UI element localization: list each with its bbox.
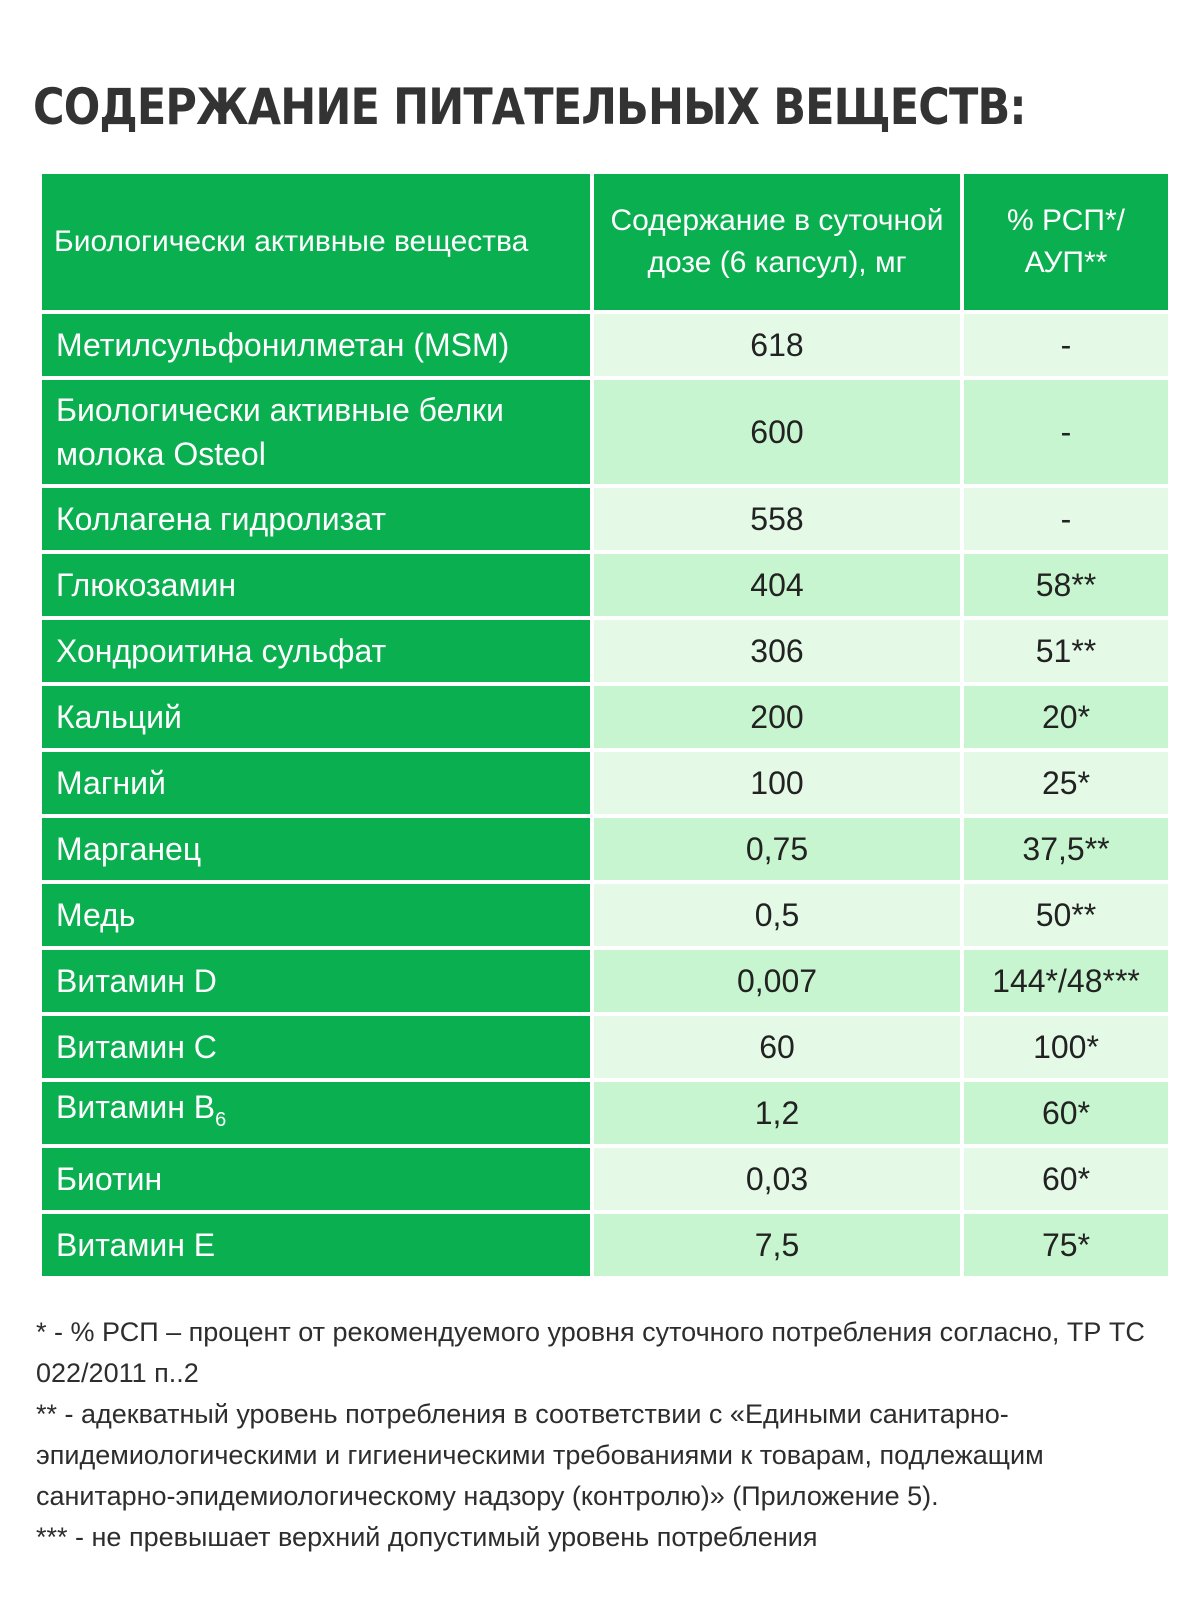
header-substance: Биологически активные вещества [40, 172, 592, 312]
row-value: 404 [592, 552, 962, 618]
row-percent: 51** [962, 618, 1170, 684]
table-row [40, 378, 1170, 486]
row-name: Марганец [40, 816, 592, 882]
footnote-aup: ** - адекватный уровень потребления в соответствии с «Едиными санитарно-эпидемиологическими и гигиеническими требованиями к товарам, подлежащим санитарно-эпидемиологическому надзору (контролю)» (Приложение 5). [36, 1399, 1044, 1511]
row-value: 306 [592, 618, 962, 684]
table-header-row [40, 172, 1170, 312]
table-row [40, 948, 1170, 1014]
table-row [40, 486, 1170, 552]
header-percent: % РСП*/ АУП** [962, 172, 1170, 312]
table-row [40, 816, 1170, 882]
table-row [40, 882, 1170, 948]
table-row [40, 1080, 1170, 1146]
row-name: Биотин [40, 1146, 592, 1212]
row-name: Метилсульфонилметан (MSM) [40, 312, 592, 378]
row-percent: - [962, 486, 1170, 552]
row-percent: - [962, 378, 1170, 486]
footnote-upper-limit: *** - не превышает верхний допустимый уровень потребления [36, 1522, 818, 1552]
table-row [40, 1212, 1170, 1278]
row-value: 600 [592, 378, 962, 486]
table-row [40, 312, 1170, 378]
row-name: Витамин E [40, 1212, 592, 1278]
row-name: Глюкозамин [40, 552, 592, 618]
table-row [40, 618, 1170, 684]
table-row [40, 750, 1170, 816]
row-value: 200 [592, 684, 962, 750]
row-name: Коллагена гидролизат [40, 486, 592, 552]
row-name: Магний [40, 750, 592, 816]
row-name: Витамин D [40, 948, 592, 1014]
row-name: Кальций [40, 684, 592, 750]
table-row [40, 1014, 1170, 1080]
row-value: 1,2 [592, 1080, 962, 1146]
row-name [40, 1080, 592, 1146]
row-value: 0,75 [592, 816, 962, 882]
row-name: Витамин C [40, 1014, 592, 1080]
row-name: Хондроитина сульфат [40, 618, 592, 684]
row-value: 60 [592, 1014, 962, 1080]
footnote-rsp: * - % РСП – процент от рекомендуемого уровня суточного потребления согласно, ТР ТС 022/2011 п..2 [36, 1317, 1145, 1388]
table-row [40, 1146, 1170, 1212]
row-percent: 75* [962, 1212, 1170, 1278]
footnotes [36, 1312, 1166, 1558]
header-content: Содержание в суточной дозе (6 капсул), мг [592, 172, 962, 312]
row-name: Биологически активные белки молока Osteol [40, 378, 592, 486]
row-value: 558 [592, 486, 962, 552]
row-percent: 50** [962, 882, 1170, 948]
row-percent: 37,5** [962, 816, 1170, 882]
row-value: 618 [592, 312, 962, 378]
row-value: 0,03 [592, 1146, 962, 1212]
table-row [40, 684, 1170, 750]
row-value: 0,007 [592, 948, 962, 1014]
row-name-subscript: 6 [215, 1108, 227, 1131]
row-percent: 58** [962, 552, 1170, 618]
row-percent: 144*/48*** [962, 948, 1170, 1014]
row-percent: 60* [962, 1146, 1170, 1212]
row-percent: - [962, 312, 1170, 378]
page-title: СОДЕРЖАНИЕ ПИТАТЕЛЬНЫХ ВЕЩЕСТВ: [33, 78, 1026, 136]
row-percent: 60* [962, 1080, 1170, 1146]
row-percent: 100* [962, 1014, 1170, 1080]
row-name: Медь [40, 882, 592, 948]
row-name-text: Витамин B [56, 1088, 216, 1125]
row-value: 7,5 [592, 1212, 962, 1278]
row-value: 0,5 [592, 882, 962, 948]
row-value: 100 [592, 750, 962, 816]
row-percent: 25* [962, 750, 1170, 816]
table-row [40, 552, 1170, 618]
nutrient-table [38, 170, 1172, 1280]
row-percent: 20* [962, 684, 1170, 750]
